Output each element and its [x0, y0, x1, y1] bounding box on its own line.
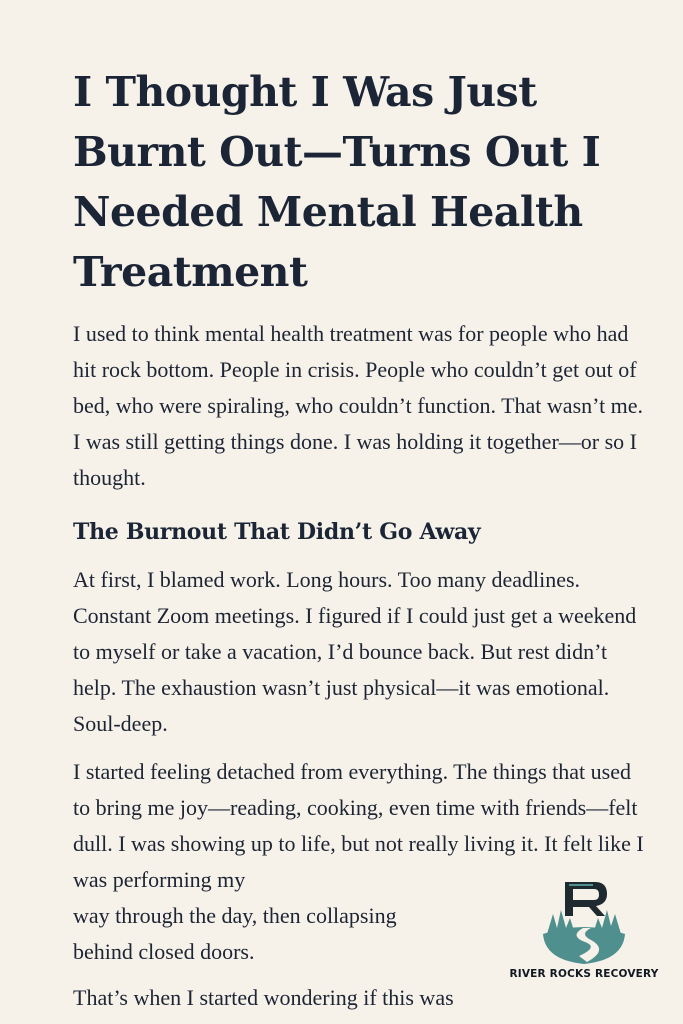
body-paragraph-3: That’s when I started wondering if this was: [73, 985, 454, 1010]
body-paragraph-2-line-6: behind closed doors.: [73, 939, 255, 964]
section-heading: The Burnout That Didn’t Go Away: [73, 519, 481, 545]
monogram-mark: [565, 882, 607, 916]
body-paragraph-1: At first, I blamed work. Long hours. Too many deadlines. Constant Zoom meetings. I figured if I could just get a weekend to myself or take a vacation, I’d bounce back. But rest didn’t help. The exhaustion wasn’t just physical—it was emotional. Soul-deep.: [73, 567, 637, 736]
body-paragraph-2-lines-1: I started feeling detached from everything. The things that used to bring me joy—reading, cooking, even time with friends—felt dull. I was showing up to life, but not really living it. It felt like I was performing my: [73, 759, 644, 892]
logo-wordmark: RIVER ROCKS RECOVERY: [509, 968, 659, 980]
intro-paragraph: I used to think mental health treatment was for people who had hit rock bottom. People in crisis. People who couldn’t get out of bed, who were spiraling, who couldn’t function. That wasn’t me. I was still getting things done. I was holding it together—or so I thought.: [73, 321, 644, 490]
article-title: I Thought I Was Just Burnt Out—Turns Out I Needed Mental Health Treatment: [73, 68, 601, 296]
brand-logo: [505, 876, 663, 988]
river-rocks-logo-icon: [539, 876, 629, 968]
body-paragraph-2-line-5: way through the day, then collapsing: [73, 903, 397, 928]
